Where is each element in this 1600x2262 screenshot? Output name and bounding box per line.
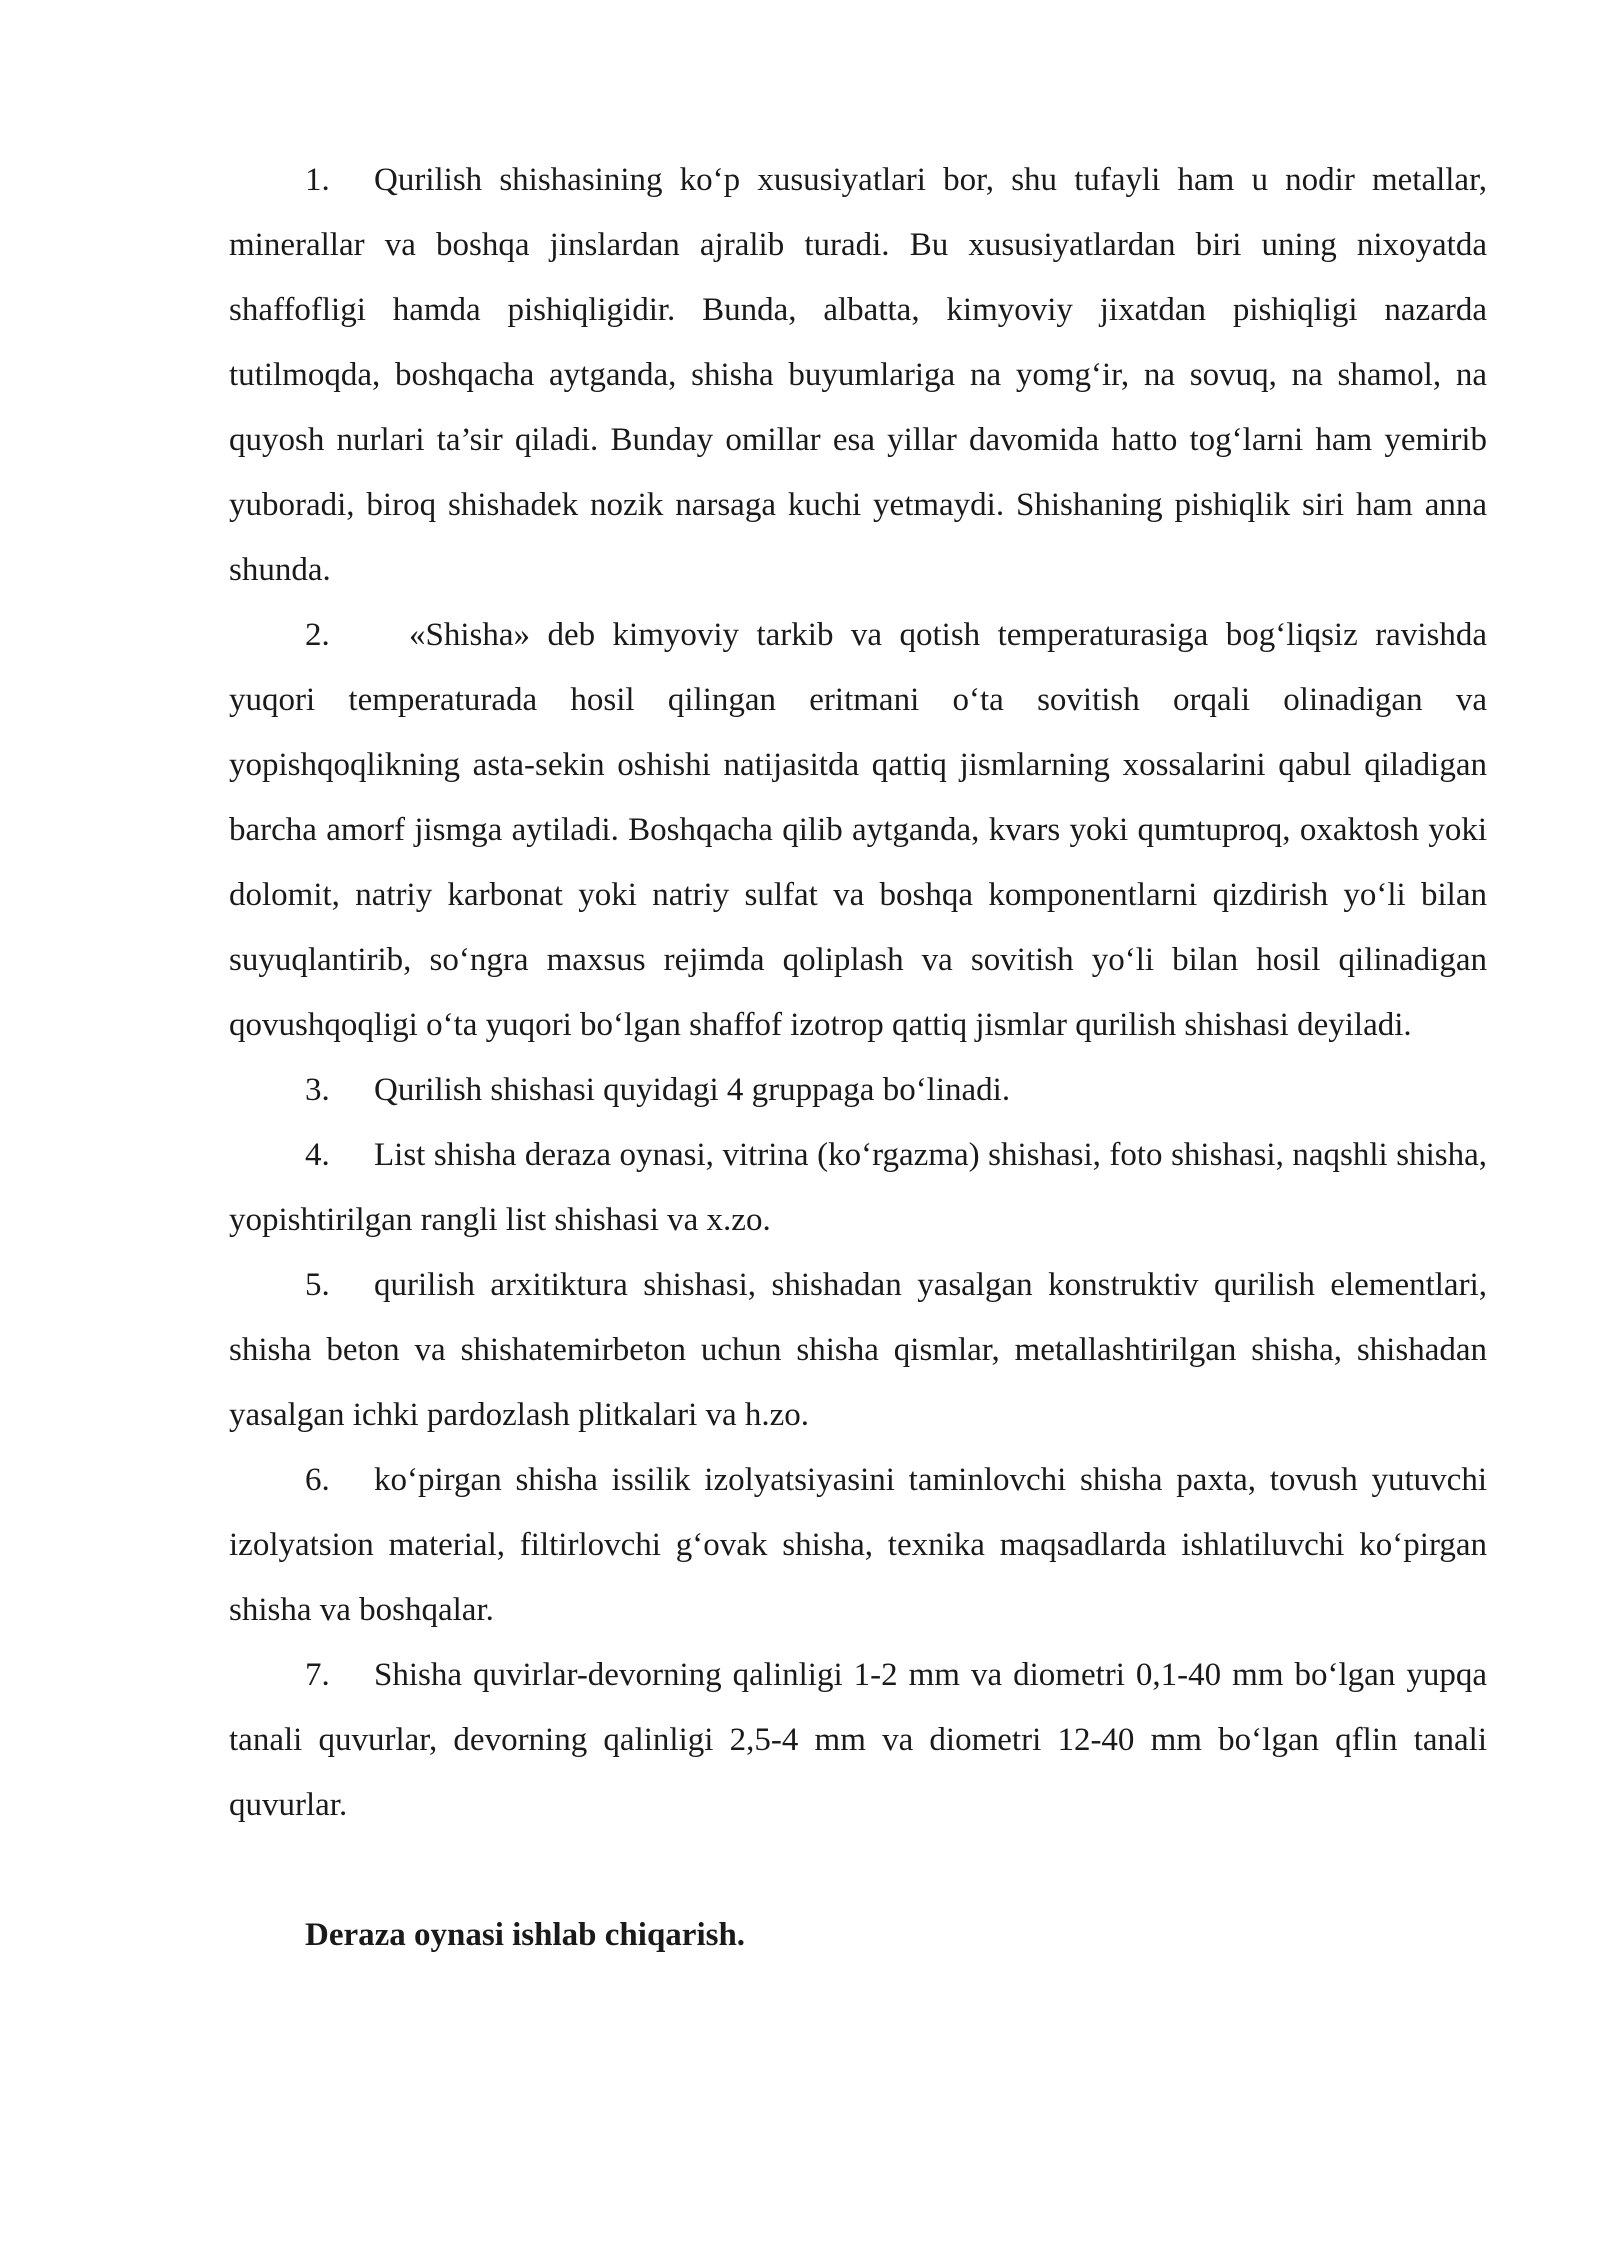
item-number: 3.	[305, 1072, 330, 1108]
item-text: Qurilish shishasi quyidagi 4 gruppaga bo‘linadi.	[374, 1072, 1011, 1108]
list-item-4	[229, 1123, 1487, 1253]
list-item-7	[229, 1643, 1487, 1838]
list-item-5	[229, 1253, 1487, 1448]
item-number: 7.	[305, 1657, 330, 1693]
item-text: «Shisha» deb kimyoviy tarkib va qotish temperaturasiga bog‘liqsiz ravishda yuqori temperaturada hosil qilingan eritmani o‘ta sovitish orqali olinadigan va yopishqoqlikning asta-sekin oshishi natijasitda qattiq jismlarning xossalarini qabul qiladigan barcha amorf jismga aytiladi. Boshqacha qilib aytganda, kvars yoki qumtuproq, oxaktosh yoki dolomit, natriy karbonat yoki natriy sulfat va boshqa komponentlarni qizdirish yo‘li bilan suyuqlantirib, so‘ngra maxsus rejimda qoliplash va sovitish yo‘li bilan hosil qilinadigan qovushqoqligi o‘ta yuqori bo‘lgan shaffof izotrop qattiq jismlar qurilish shishasi deyiladi.	[229, 617, 1487, 1043]
item-number: 1.	[305, 162, 330, 198]
item-text: qurilish arxitiktura shishasi, shishadan yasalgan konstruktiv qurilish elementlari, shisha beton va shishatemirbeton uchun shisha qismlar, metallashtirilgan shisha, shishadan yasalgan ichki pardozlash plitkalari va h.zo.	[229, 1267, 1487, 1433]
item-text: ko‘pirgan shisha issilik izolyatsiyasini taminlovchi shisha paxta, tovush yutuvchi izolyatsion material, filtirlovchi g‘ovak shisha, texnika maqsadlarda ishlatiluvchi ko‘pirgan shisha va boshqalar.	[229, 1462, 1487, 1628]
item-number: 6.	[305, 1462, 330, 1498]
item-number: 4.	[305, 1137, 330, 1173]
item-text: Shisha quvirlar-devorning qalinligi 1-2 mm va diometri 0,1-40 mm bo‘lgan yupqa tanali quvurlar, devorning qalinligi 2,5-4 mm va diometri 12-40 mm bo‘lgan qflin tanali quvurlar.	[229, 1657, 1487, 1823]
list-item-6	[229, 1448, 1487, 1643]
list-item-2	[229, 603, 1487, 1058]
section-heading: Deraza oynasi ishlab chiqarish.	[305, 1917, 746, 1953]
document-page	[229, 148, 1487, 1968]
item-text: Qurilish shishasining ko‘p xususiyatlari bor, shu tufayli ham u nodir metallar, minerallar va boshqa jinslardan ajralib turadi. Bu xususiyatlardan biri uning nixoyatda shaffofligi hamda pishiqligidir. Bunda, albatta, kimyoviy jixatdan pishiqligi nazarda tutilmoqda, boshqacha aytganda, shisha buyumlariga na yomg‘ir, na sovuq, na shamol, na quyosh nurlari ta’sir qiladi. Bunday omillar esa yillar davomida hatto tog‘larni ham yemirib yuboradi, biroq shishadek nozik narsaga kuchi yetmaydi. Shishaning pishiqlik siri ham anna shunda.	[229, 162, 1487, 588]
item-number: 5.	[305, 1267, 330, 1303]
item-number: 2.	[305, 617, 330, 653]
list-item-3	[229, 1058, 1487, 1123]
list-item-1	[229, 148, 1487, 603]
item-text: List shisha deraza oynasi, vitrina (ko‘rgazma) shishasi, foto shishasi, naqshli shisha, yopishtirilgan rangli list shishasi va x.zo.	[229, 1137, 1487, 1238]
